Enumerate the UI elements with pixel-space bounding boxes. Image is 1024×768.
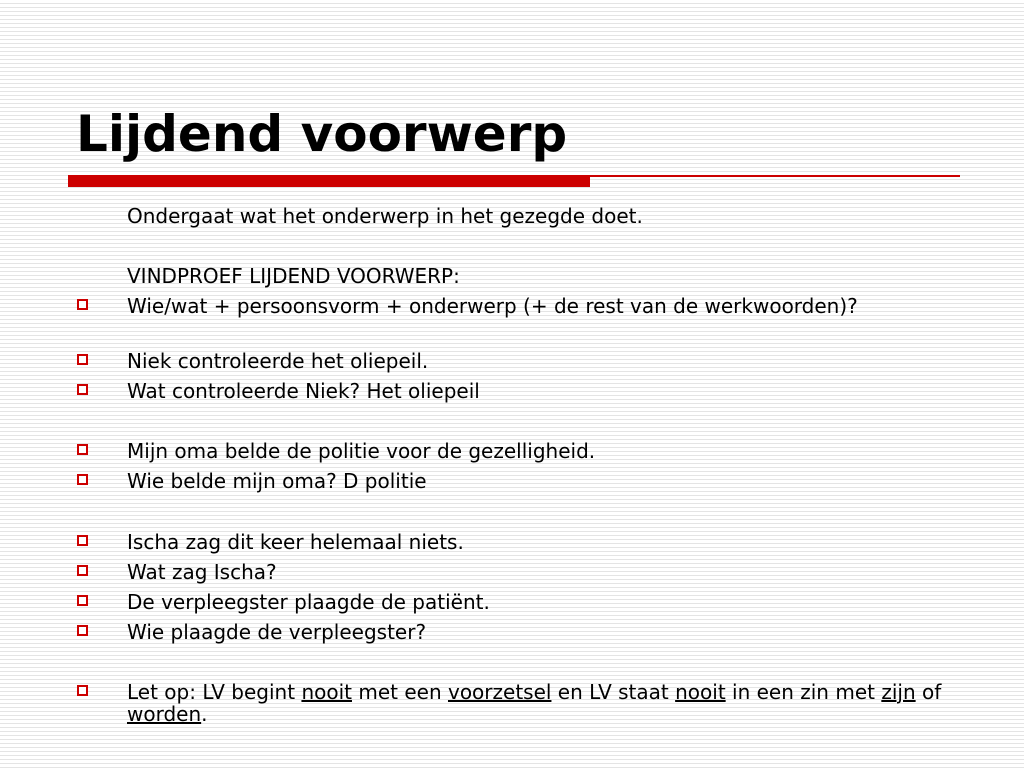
list-item: Wat controleerde Niek? Het oliepeil xyxy=(127,379,480,403)
list-item: Wie/wat + persoonsvorm + onderwerp (+ de rest van de werkwoorden)? xyxy=(127,294,858,318)
list-item: Wat zag Ischa? xyxy=(127,560,277,584)
slide-title: Lijdend voorwerp xyxy=(76,105,568,163)
bullet-square-icon xyxy=(77,384,88,395)
bullet-square-icon xyxy=(77,354,88,365)
bullet-square-icon xyxy=(77,535,88,546)
note-part: of xyxy=(915,680,942,704)
list-item: Ischa zag dit keer helemaal niets. xyxy=(127,530,464,554)
note-part: in een zin met xyxy=(725,680,882,704)
bullet-square-icon xyxy=(77,595,88,606)
list-item: Wie plaagde de verpleegster? xyxy=(127,620,427,644)
bullet-square-icon xyxy=(77,444,88,455)
list-item: Wie belde mijn oma? D politie xyxy=(127,469,427,493)
note-part: en LV staat xyxy=(551,680,676,704)
note-underlined: voorzetsel xyxy=(447,680,552,704)
note-underlined: zijn xyxy=(881,680,916,704)
bullet-square-icon xyxy=(77,565,88,576)
note-underlined: worden xyxy=(127,702,202,726)
note-underlined: nooit xyxy=(675,680,726,704)
test-heading: VINDPROEF LIJDEND VOORWERP: xyxy=(127,264,460,288)
list-item: Niek controleerde het oliepeil. xyxy=(127,349,429,373)
note-underlined: nooit xyxy=(301,680,352,704)
note-text xyxy=(127,681,957,725)
note-part: met een xyxy=(351,680,448,704)
bullet-square-icon xyxy=(77,299,88,310)
note-part: . xyxy=(201,702,208,726)
bullet-square-icon xyxy=(77,474,88,485)
list-item: De verpleegster plaagde de patiënt. xyxy=(127,590,490,614)
list-item: Mijn oma belde de politie voor de gezelligheid. xyxy=(127,439,596,463)
definition-text: Ondergaat wat het onderwerp in het gezegde doet. xyxy=(127,204,643,228)
bullet-square-icon xyxy=(77,685,88,696)
note-part: Let op: LV begint xyxy=(127,680,302,704)
bullet-square-icon xyxy=(77,625,88,636)
